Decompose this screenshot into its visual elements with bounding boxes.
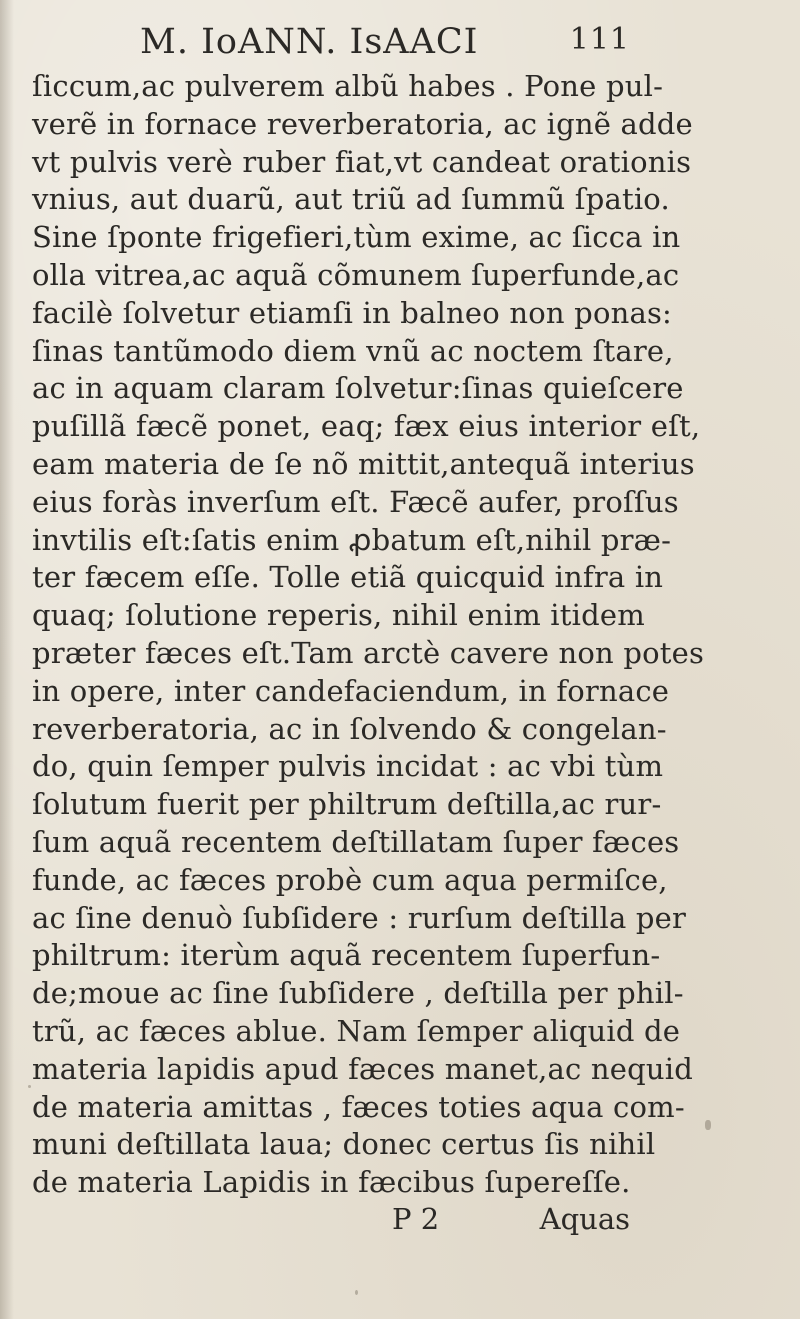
text-line: philtrum: iterùm aquã recentem ſuperfun-	[32, 938, 661, 973]
paper-speck	[355, 1290, 358, 1295]
catchword: Aquas	[539, 1202, 630, 1236]
catchline	[32, 1202, 630, 1242]
running-head-title: M. IoANN. IsAACI	[140, 22, 479, 62]
text-line: præter fæces eſt.Tam arctè cavere non potes	[32, 635, 705, 670]
text-line: facilè ſolvetur etiamſi in balneo non ponas:	[32, 295, 673, 330]
text-line: vt pulvis verè ruber fiat,vt candeat orationis	[32, 144, 692, 179]
text-line: vnius, aut duarũ, aut triũ ad ſummũ ſpatio.	[32, 182, 670, 217]
text-line: ſolutum fuerit per philtrum deſtilla,ac rur-	[32, 787, 662, 822]
text-line: quaq; ſolutione reperis, nihil enim itidem	[32, 598, 645, 633]
text-line: muni deſtillata laua; donec certus ſis nihil	[32, 1127, 656, 1162]
text-line: in opere, inter candefaciendum, in fornace	[32, 673, 670, 708]
text-line: materia lapidis apud fæces manet,ac nequid	[32, 1051, 693, 1086]
text-line: funde, ac fæces probè cum aqua permiſce,	[32, 862, 668, 897]
text-line: verẽ in fornace reverberatoria, ac ignẽ adde	[32, 106, 693, 141]
running-head	[140, 22, 630, 72]
text-line: ac in aquam claram ſolvetur:ſinas quieſcere	[32, 371, 684, 406]
text-line: ac ſine denuò ſubſidere : rurſum deſtilla per	[32, 900, 687, 935]
page-gutter-shadow	[0, 0, 14, 1319]
text-line: eius foràs inverſum eſt. Fæcẽ aufer, proſſus	[32, 484, 679, 519]
text-line: trũ, ac fæces ablue. Nam ſemper aliquid de	[32, 1013, 681, 1048]
text-line: eam materia de ſe nõ mittit,antequã interius	[32, 446, 695, 481]
body-text	[32, 68, 705, 1202]
text-line: puſillã fæcẽ ponet, eaq; fæx eius interior eſt,	[32, 409, 701, 444]
page-number: 111	[569, 22, 630, 57]
text-line: ter fæcem eſſe. Tolle etiã quicquid infra in	[32, 560, 664, 595]
text-line: Sine ſponte frigefieri,tùm exime, ac ſicca in	[32, 220, 681, 255]
text-line: ſiccum,ac pulverem albũ habes . Pone pul-	[32, 69, 664, 103]
paper-speck	[705, 1120, 711, 1130]
paper-speck	[600, 395, 604, 399]
text-line: de;moue ac ſine ſubſidere , deſtilla per phil-	[32, 976, 684, 1011]
text-line: ſum aquã recentem deſtillatam ſuper fæces	[32, 824, 680, 859]
text-line: reverberatoria, ac in ſolvendo & congelan-	[32, 711, 667, 746]
text-line: de materia Lapidis in fæcibus ſupereſſe.	[32, 1165, 631, 1200]
text-line: ſinas tantũmodo diem vnũ ac noctem ſtare,	[32, 333, 674, 368]
paper-speck	[28, 1085, 31, 1088]
text-line: do, quin ſemper pulvis incidat : ac vbi tùm	[32, 749, 664, 784]
signature-mark: P 2	[392, 1202, 440, 1236]
text-line: invtilis eſt:ſatis enim ꝓbatum eſt,nihil præ-	[32, 522, 672, 557]
text-line: de materia amittas , fæces toties aqua com-	[32, 1089, 685, 1124]
text-line: olla vitrea,ac aquã cõmunem ſuperfunde,ac	[32, 257, 680, 292]
